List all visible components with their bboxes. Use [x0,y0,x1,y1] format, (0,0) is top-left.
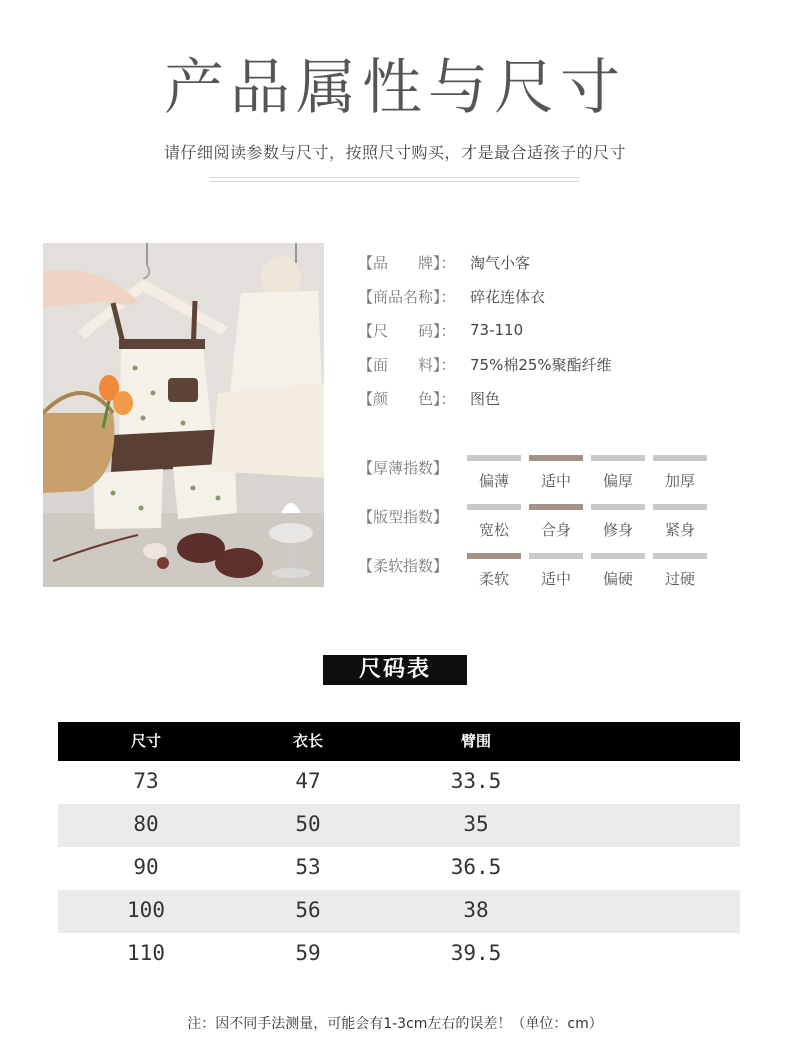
table-header [58,722,740,761]
table-row: 73 47 33.5 [133,769,502,793]
softness-index [358,553,778,602]
index-bar [653,553,707,559]
index-bar [653,504,707,510]
index-bar [467,455,521,461]
property-value: 73-110 [470,321,524,339]
decorative-divider [200,174,590,188]
measurement-note: 注：因不同手法测量，可能会有1-3cm左右的误差！（单位：cm） [187,1016,603,1032]
property-product-name [358,279,758,313]
index-option: 适中 [529,553,583,589]
property-label: 【尺 码】： [358,321,456,340]
header-arm: 臂围 [460,732,491,750]
fit-index [358,504,778,553]
index-label: 【柔软指数】 [358,557,449,575]
property-color [358,381,758,415]
product-properties [358,245,758,415]
table-row: 100 56 38 [58,890,740,933]
property-size [358,313,758,347]
index-option: 过硬 [653,553,707,589]
product-indices [358,455,778,602]
index-option: 偏硬 [591,553,645,589]
thickness-index [358,455,778,504]
index-bar [529,553,583,559]
property-label: 【品 牌】： [358,253,456,272]
index-option: 偏薄 [467,455,521,491]
property-value: 淘气小客 [470,253,531,272]
property-label: 【面 料】： [358,355,456,374]
property-label: 【颜 色】： [358,389,456,408]
header-size: 尺寸 [130,732,161,750]
index-option: 宽松 [467,504,521,540]
index-bar-selected [529,504,583,510]
page-title: 产品属性与尺寸 [164,53,626,123]
index-option: 柔软 [467,553,521,589]
index-option: 加厚 [653,455,707,491]
index-option: 合身 [529,504,583,540]
property-value: 75%棉25%聚酯纤维 [470,355,612,374]
index-bar [591,455,645,461]
product-photo [43,243,324,587]
index-label: 【版型指数】 [358,508,449,526]
index-bar-selected [467,553,521,559]
index-bar [591,504,645,510]
property-fabric [358,347,758,381]
index-bar [591,553,645,559]
index-bar [653,455,707,461]
index-label: 【厚薄指数】 [358,459,449,477]
index-option: 修身 [591,504,645,540]
index-option: 适中 [529,455,583,491]
index-option: 紧身 [653,504,707,540]
page-subtitle: 请仔细阅读参数与尺寸，按照尺寸购买，才是最合适孩子的尺寸 [163,143,626,162]
property-brand [358,245,758,279]
index-bar-selected [529,455,583,461]
size-chart-title: 尺码表 [323,655,467,685]
property-value: 碎花连体衣 [470,287,546,306]
property-value: 图色 [470,389,501,408]
table-row: 90 53 36.5 [133,855,502,879]
size-chart-table [58,722,740,976]
property-label: 【商品名称】： [358,287,456,306]
table-row: 110 59 39.5 [127,941,502,965]
table-row: 80 50 35 [58,804,740,847]
index-bar [467,504,521,510]
index-option: 偏厚 [591,455,645,491]
header-length: 衣长 [292,732,323,750]
